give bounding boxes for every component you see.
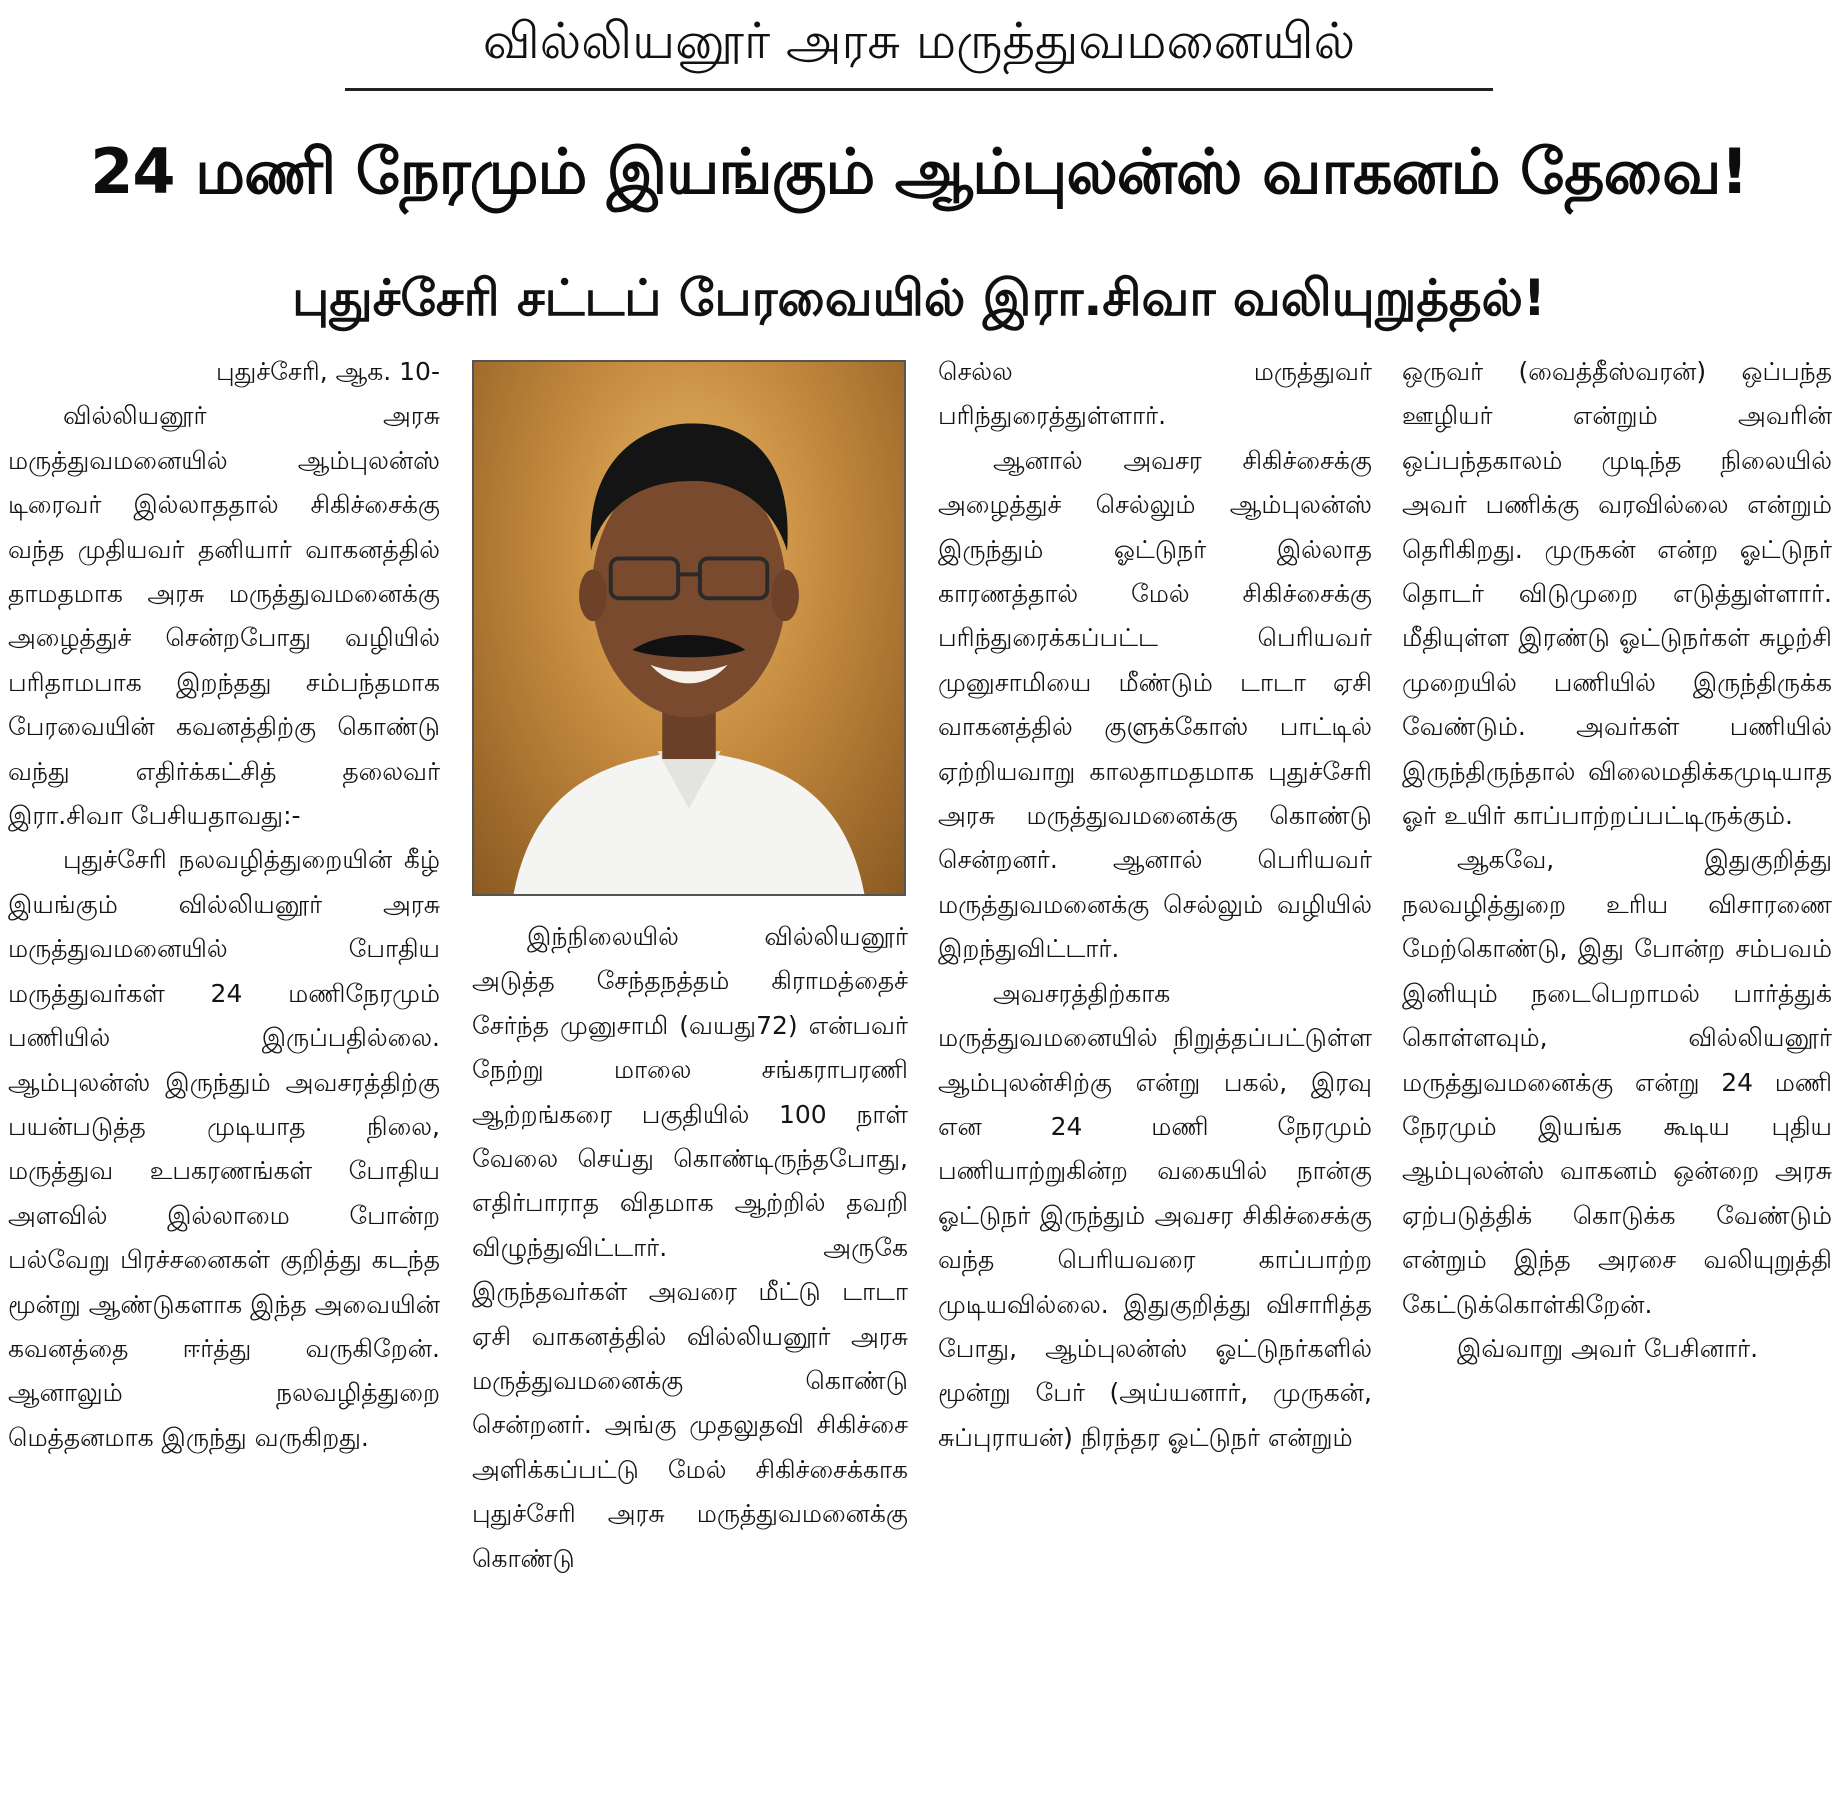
- article-kicker: வில்லியனூர் அரசு மருத்துவமனையில்: [482, 12, 1356, 70]
- kicker-divider: [345, 88, 1493, 91]
- article-paragraph: புதுச்சேரி நலவழித்துறையின் கீழ் இயங்கும் வில்லியனூர் அரசு மருத்துவமனையில் போதிய மருத்துவர்கள் 24 மணிநேரமும் பணியில் இருப்பதில்லை. ஆம்புலன்ஸ் இருந்தும் அவசரத்திற்கு பயன்படுத்த முடியாத நிலை, மருத்துவ உபகரணங்கள் போதிய அளவில் இல்லாமை போன்ற பல்வேறு பிரச்சனைகள் குறித்து கடந்த மூன்று ஆண்டுகளாக இந்த அவையின் கவனத்தை ஈர்த்து வருகிறேன். ஆனாலும் நலவழித்துறை மெத்தனமாக இருந்து வருகிறது.: [8, 845, 440, 1452]
- article-column-3: [938, 350, 1372, 1810]
- portrait-photo: [472, 360, 906, 896]
- portrait-illustration: [474, 362, 904, 894]
- article-paragraph: அவசரத்திற்காக மருத்துவமனையில் நிறுத்தப்பட்டுள்ள ஆம்புலன்சிற்கு என்று பகல், இரவு என 24 மணி நேரமும் பணியாற்றுகின்ற வகையில் நான்கு ஓட்டுநர் இருந்தும் அவசர சிகிச்சைக்கு வந்த பெரியவரை காப்பாற்ற முடியவில்லை. இதுகுறித்து விசாரித்த போது, ஆம்புலன்ஸ் ஓட்டுநர்களில் மூன்று பேர் (அய்யனார், முருகன், சுப்புராயன்) நிரந்தர ஓட்டுநர் என்றும்: [938, 978, 1372, 1452]
- article-column-1: [8, 350, 440, 1810]
- article-paragraph: ஒருவர் (வைத்தீஸ்வரன்) ஒப்பந்த ஊழியர் என்றும் அவரின் ஒப்பந்தகாலம் முடிந்த நிலையில் அவர் பணிக்கு வரவில்லை என்றும் தெரிகிறது. முருகன் என்ற ஓட்டுநர் தொடர் விடுமுறை எடுத்துள்ளார். மீதியுள்ள இரண்டு ஓட்டுநர்கள் சுழற்சி முறையில் பணியில் இருந்திருக்க வேண்டும். அவர்கள் பணியில் இருந்திருந்தால் விலைமதிக்கமுடியாத ஓர் உயிர் காப்பாற்றப்பட்டிருக்கும்.: [1402, 357, 1832, 831]
- article-paragraph: இந்நிலையில் வில்லியனூர் அடுத்த சேந்தநத்தம் கிராமத்தைச் சேர்ந்த முனுசாமி (வயது72) என்பவர் நேற்று மாலை சங்கராபரணி ஆற்றங்கரை பகுதியில் 100 நாள் வேலை செய்து கொண்டிருந்தபோது, எதிர்பாராத விதமாக ஆற்றில் தவறி விழுந்துவிட்டார். அருகே இருந்தவர்கள் அவரை மீட்டு டாடா ஏசி வாகனத்தில் வில்லியனூர் அரசு மருத்துவமனைக்கு கொண்டு சென்றனர். அங்கு முதலுதவி சிகிச்சை அளிக்கப்பட்டு மேல் சிகிச்சைக்காக புதுச்சேரி அரசு மருத்துவமனைக்கு கொண்டு: [472, 922, 908, 1573]
- article-paragraph: இவ்வாறு அவர் பேசினார்.: [1457, 1333, 1759, 1363]
- article-subheadline: புதுச்சேரி சட்டப் பேரவையில் இரா.சிவா வலியுறுத்தல்!: [292, 269, 1546, 327]
- article-paragraph: வில்லியனூர் அரசு மருத்துவமனையில் ஆம்புலன்ஸ் டிரைவர் இல்லாததால் சிகிச்சைக்கு வந்த முதியவர் தனியார் வாகனத்தில் தாமதமாக அரசு மருத்துவமனைக்கு அழைத்துச் சென்றபோது வழியில் பரிதாமபாக இறந்தது சம்பந்தமாக பேரவையின் கவனத்திற்கு கொண்டு வந்து எதிர்க்கட்சித் தலைவர் இரா.சிவா பேசியதாவது:-: [8, 401, 440, 831]
- article-dateline: புதுச்சேரி, ஆக. 10-: [216, 357, 440, 386]
- article-column-2: [472, 915, 908, 1810]
- article-paragraph: ஆகவே, இதுகுறித்து நலவழித்துறை உரிய விசாரணை மேற்கொண்டு, இது போன்ற சம்பவம் இனியும் நடைபெறாமல் பார்த்துக் கொள்ளவும், வில்லியனூர் மருத்துவமனைக்கு என்று 24 மணி நேரமும் இயங்க கூடிய புதிய ஆம்புலன்ஸ் வாகனம் ஒன்றை அரசு ஏற்படுத்திக் கொடுக்க வேண்டும் என்றும் இந்த அரசை வலியுறுத்தி கேட்டுக்கொள்கிறேன்.: [1402, 845, 1832, 1319]
- article-paragraph: செல்ல மருத்துவர் பரிந்துரைத்துள்ளார்.: [938, 357, 1372, 431]
- article-headline: 24 மணி நேரமும் இயங்கும் ஆம்புலன்ஸ் வாகனம் தேவை!: [90, 135, 1748, 208]
- article-column-4: [1402, 350, 1832, 1810]
- article-paragraph: ஆனால் அவசர சிகிச்சைக்கு அழைத்துச் செல்லும் ஆம்புலன்ஸ் இருந்தும் ஓட்டுநர் இல்லாத காரணத்தால் மேல் சிகிச்சைக்கு பரிந்துரைக்கப்பட்ட பெரியவர் முனுசாமியை மீண்டும் டாடா ஏசி வாகனத்தில் குளுக்கோஸ் பாட்டில் ஏற்றியவாறு காலதாமதமாக புதுச்சேரி அரசு மருத்துவமனைக்கு கொண்டு சென்றனர். ஆனால் பெரியவர் மருத்துவமனைக்கு செல்லும் வழியில் இறந்துவிட்டார்.: [938, 445, 1372, 964]
